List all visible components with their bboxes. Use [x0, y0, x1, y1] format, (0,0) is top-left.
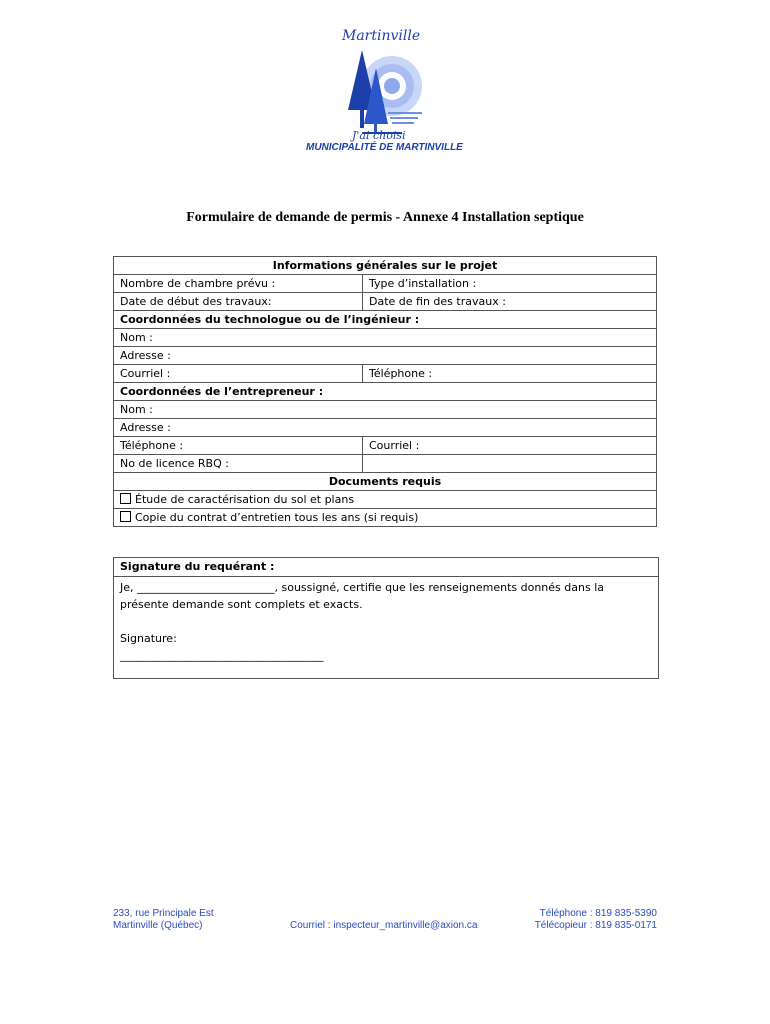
footer-fax: Télécopieur : 819 835-0171 — [534, 920, 657, 931]
documents-header: Documents requis — [114, 473, 657, 491]
certification-line-2: présente demande sont complets et exacts. — [120, 598, 363, 611]
signature-label: Signature: — [120, 632, 177, 645]
checkbox-icon[interactable] — [120, 511, 131, 522]
general-info-header: Informations générales sur le projet — [114, 257, 657, 275]
document-item-soil-study[interactable] — [114, 491, 657, 509]
form-title: Formulaire de demande de permis - Annexe 4 Installation septique — [186, 210, 584, 225]
certification-line-1[interactable]: Je, _________________________, soussigné, certifie que les renseignements donnés dans la — [120, 581, 604, 594]
technologist-email-field[interactable]: Courriel : — [114, 365, 363, 383]
logo-arc-text: Martinville — [342, 28, 421, 44]
logo-municipality-name: MUNICIPALITÉ DE MARTINVILLE — [306, 142, 463, 153]
install-type-field[interactable]: Type d’installation : — [363, 275, 657, 293]
technologist-phone-field[interactable]: Téléphone : — [363, 365, 657, 383]
contractor-licence-value[interactable] — [363, 455, 657, 473]
permit-form-table — [113, 256, 657, 527]
end-date-field[interactable]: Date de fin des travaux : — [363, 293, 657, 311]
footer-email[interactable]: Courriel : inspecteur_martinville@axion.ca — [290, 920, 478, 931]
footer-phone: Téléphone : 819 835-5390 — [539, 908, 657, 919]
document-item-maintenance-contract[interactable] — [114, 509, 657, 527]
logo-slogan: J'ai choisi — [352, 129, 406, 142]
contractor-name-field[interactable]: Nom : — [114, 401, 657, 419]
document-label: Copie du contrat d’entretien tous les ans (si requis) — [135, 511, 419, 524]
footer-contact — [535, 908, 657, 932]
signature-header: Signature du requérant : — [114, 558, 658, 577]
contractor-phone-field[interactable]: Téléphone : — [114, 437, 363, 455]
technologist-header: Coordonnées du technologue ou de l’ingénieur : — [114, 311, 657, 329]
document-label: Étude de caractérisation du sol et plans — [135, 493, 355, 506]
signature-box — [113, 557, 659, 679]
contractor-header: Coordonnées de l’entrepreneur : — [114, 383, 657, 401]
rooms-field[interactable]: Nombre de chambre prévu : — [114, 275, 363, 293]
technologist-address-field[interactable]: Adresse : — [114, 347, 657, 365]
contractor-address-field[interactable]: Adresse : — [114, 419, 657, 437]
technologist-name-field[interactable]: Nom : — [114, 329, 657, 347]
checkbox-icon[interactable] — [120, 493, 131, 504]
signature-body — [114, 577, 658, 678]
contractor-licence-field[interactable]: No de licence RBQ : — [114, 455, 363, 473]
start-date-field[interactable]: Date de début des travaux: — [114, 293, 363, 311]
footer-address-line-2: Martinville (Québec) — [113, 920, 203, 931]
signature-line[interactable]: _____________________________________ — [120, 649, 324, 662]
footer-address-line-1: 233, rue Principale Est — [113, 908, 214, 919]
municipality-logo — [300, 28, 470, 156]
footer-address — [113, 908, 214, 932]
contractor-email-field[interactable]: Courriel : — [363, 437, 657, 455]
